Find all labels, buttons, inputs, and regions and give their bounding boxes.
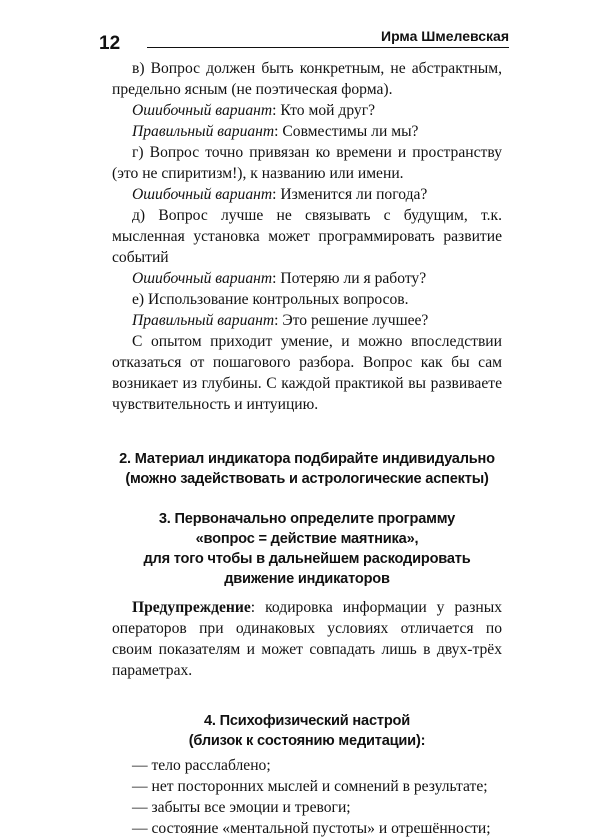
example-text: : Кто мой друг? — [272, 102, 376, 119]
page-body — [112, 58, 502, 839]
example-label: Ошибочный вариант — [132, 186, 273, 203]
example-label: Ошибочный вариант — [132, 102, 273, 119]
example-3 — [112, 184, 502, 205]
heading-line: (близок к состоянию медитации): — [188, 733, 426, 749]
list-item: — тело расслаблено; — [132, 757, 271, 774]
example-2 — [112, 121, 502, 142]
paragraph-d: д) Вопрос лучше не связывать с будущим, т.к. мысленная установка может программировать развитие событий — [112, 207, 502, 266]
heading-line: 4. Психофизический настрой — [203, 713, 411, 729]
warning-text: : кодировка информации у разных операторов при одинаковых условиях отличается по своим показателям и может совпадать лишь в двух-трёх параметрах. — [112, 599, 502, 679]
heading-line: для того чтобы в дальнейшем раскодировать — [143, 551, 471, 567]
section-heading-2 — [112, 449, 502, 489]
example-label: Правильный вариант — [132, 312, 275, 329]
heading-line: (можно задействовать и астрологические аспекты) — [125, 471, 489, 487]
state-list — [112, 755, 502, 839]
example-5 — [112, 310, 502, 331]
example-text: : Потеряю ли я работу? — [272, 270, 427, 287]
running-head-author: Ирма Шмелевская — [375, 28, 509, 44]
example-4 — [112, 268, 502, 289]
page-number: 12 — [99, 33, 121, 54]
section-heading-4 — [112, 711, 502, 751]
example-text: : Совместимы ли мы? — [274, 123, 419, 140]
paragraph-experience: С опытом приходит умение, и можно впоследствии отказаться от пошагового разбора. Вопрос как бы сам возникает из глубины. С каждой практикой вы развиваете чувствительность и интуицию. — [112, 333, 502, 413]
example-text: : Это решение лучшее? — [274, 312, 429, 329]
warning-paragraph — [112, 597, 502, 681]
warning-label: Предупреждение — [132, 599, 251, 616]
heading-line: движение индикаторов — [224, 571, 390, 587]
example-1 — [112, 100, 502, 121]
paragraph-e: е) Использование контрольных вопросов. — [132, 291, 409, 308]
paragraph-v: в) Вопрос должен быть конкретным, не абстрактным, предельно ясным (не поэтическая форма). — [112, 60, 502, 98]
list-item: — нет посторонних мыслей и сомнений в результате; — [132, 778, 488, 795]
header-rule — [147, 47, 509, 48]
example-text: : Изменится ли погода? — [272, 186, 428, 203]
paragraph-g: г) Вопрос точно привязан ко времени и пространству (это не спиритизм!), к названию или имени. — [112, 144, 502, 182]
section-heading-3 — [112, 509, 502, 589]
list-item: — забыты все эмоции и тревоги; — [132, 799, 351, 816]
list-item: — состояние «ментальной пустоты» и отрешённости; — [132, 820, 491, 837]
heading-line: 3. Первоначально определите программу — [158, 511, 456, 527]
heading-line: «вопрос = действие маятника», — [195, 531, 419, 547]
heading-line: 2. Материал индикатора подбирайте индивидуально — [119, 451, 495, 467]
page-header — [99, 30, 509, 54]
example-label: Правильный вариант — [132, 123, 275, 140]
example-label: Ошибочный вариант — [132, 270, 273, 287]
